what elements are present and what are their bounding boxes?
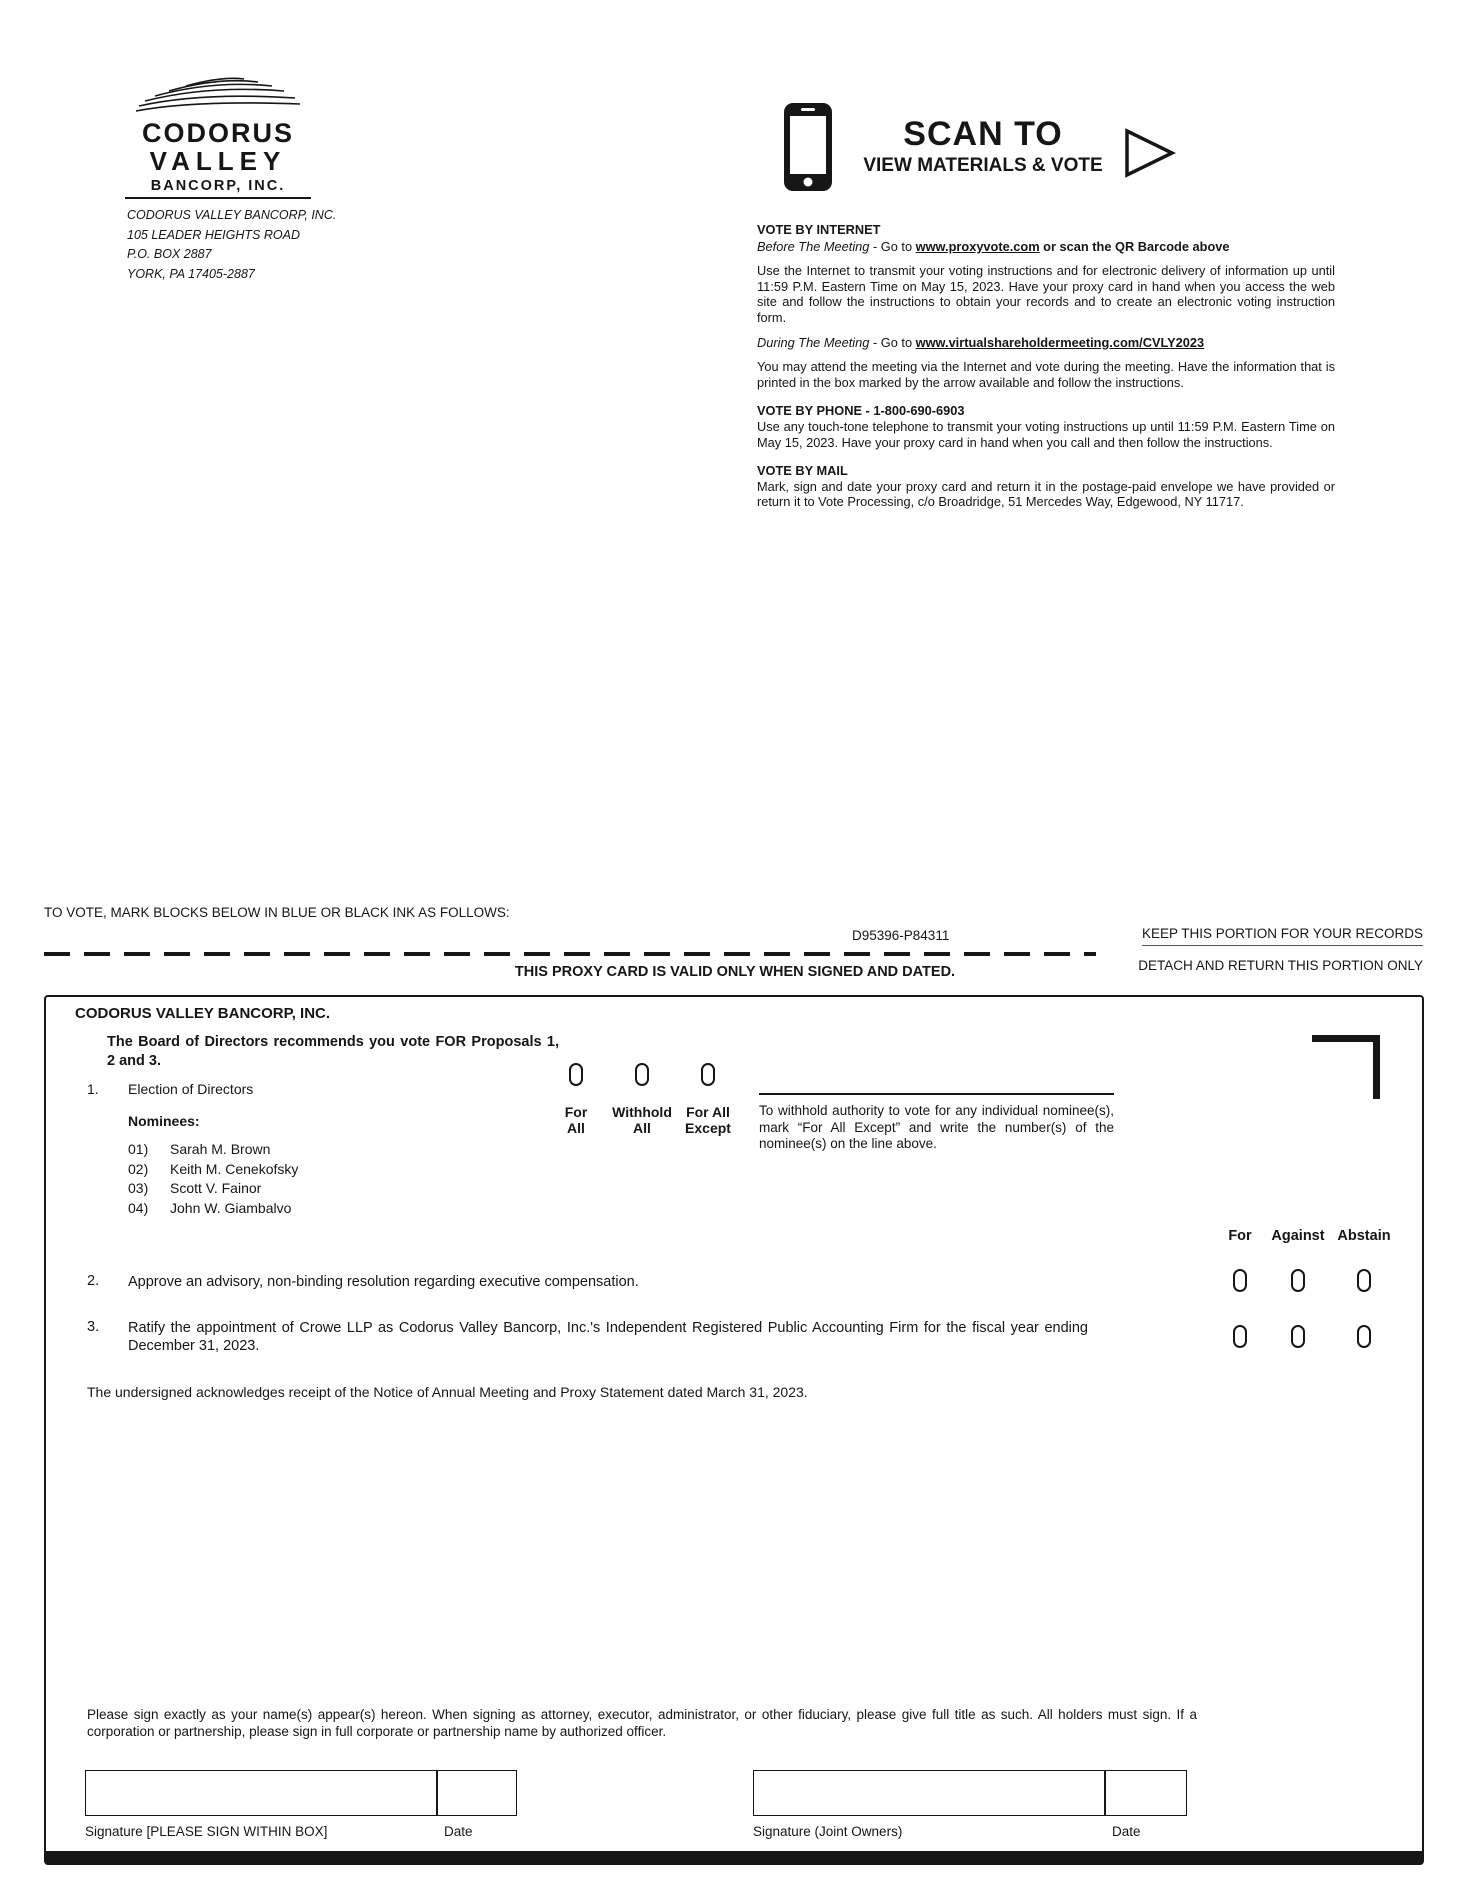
for-all-except-write-in-line[interactable]	[759, 1085, 1114, 1095]
proxyvote-link[interactable]: www.proxyvote.com	[915, 238, 1040, 254]
company-logo	[125, 76, 311, 199]
mark-blocks-instruction: TO VOTE, MARK BLOCKS BELOW IN BLUE OR BLACK INK AS FOLLOWS:	[44, 905, 510, 920]
proxy-card-box	[44, 995, 1424, 1865]
card-company-name: CODORUS VALLEY BANCORP, INC.	[75, 1005, 331, 1022]
board-recommendation: The Board of Directors recommends you vote FOR Proposals 1, 2 and 3.	[107, 1034, 559, 1069]
nominee-number: 04)	[128, 1199, 149, 1216]
keep-portion-note: KEEP THIS PORTION FOR YOUR RECORDS	[1142, 926, 1423, 946]
for-all-option	[543, 1063, 609, 1136]
option-label-line: Withhold	[612, 1104, 672, 1120]
option-label-line: For	[564, 1104, 588, 1120]
proposal-1-number: 1.	[87, 1081, 99, 1097]
corner-registration-mark	[1312, 1035, 1380, 1099]
before-meeting-label: Before The Meeting	[757, 238, 870, 254]
nominee-name: Keith M. Cenekofsky	[170, 1160, 299, 1177]
option-label-line: Except	[685, 1120, 731, 1136]
bubble-p3-against[interactable]	[1291, 1325, 1305, 1348]
date-input-box[interactable]	[437, 1770, 517, 1816]
bubble-p3-for[interactable]	[1233, 1325, 1247, 1348]
bubble-p2-against[interactable]	[1291, 1269, 1305, 1292]
nominee-name: Sarah M. Brown	[170, 1141, 271, 1157]
internet-instructions-paragraph: Use the Internet to transmit your voting instructions and for electronic delivery of information up until 11:59 P.M. Eastern Time on May 15, 2023. Have your proxy card in hand when you access the web site and follow the instructions to obtain your records and to create an electronic voting instruction form.	[757, 263, 1335, 325]
valid-when-signed-notice: THIS PROXY CARD IS VALID ONLY WHEN SIGNED AND DATED.	[514, 964, 956, 980]
proposal-2-text: Approve an advisory, non-binding resolution regarding executive compensation.	[128, 1274, 639, 1290]
logo-text-line1: CODORUS	[141, 118, 294, 148]
proposal-2-number: 2.	[87, 1273, 100, 1289]
signature-input-box[interactable]	[85, 1770, 437, 1816]
before-meeting-line	[757, 239, 1335, 255]
nominee-name: John W. Giambalvo	[170, 1199, 292, 1216]
proposal-3-number: 3.	[87, 1319, 100, 1335]
address-line: P.O. BOX 2887	[127, 247, 212, 261]
nominee-row	[128, 1179, 298, 1199]
option-label-line: All	[633, 1120, 651, 1136]
logo-text-line3: BANCORP, INC.	[125, 177, 311, 199]
proposal-2	[87, 1273, 1097, 1291]
joint-signature-label: Signature (Joint Owners)	[753, 1824, 903, 1839]
during-meeting-goto-text: - Go to	[869, 334, 916, 350]
joint-signature-input-box[interactable]	[753, 1770, 1105, 1816]
date-label: Date	[444, 1824, 473, 1839]
bubble-p2-for[interactable]	[1233, 1269, 1247, 1292]
nominee-row	[128, 1199, 298, 1219]
for-all-except-label	[685, 1104, 731, 1136]
bubble-withhold-all[interactable]	[635, 1063, 649, 1086]
address-line: CODORUS VALLEY BANCORP, INC.	[127, 208, 337, 222]
proposal-1-title: Election of Directors	[128, 1081, 254, 1097]
during-meeting-label: During The Meeting	[757, 334, 870, 350]
proposal-3	[87, 1319, 1088, 1355]
scan-banner-title: SCAN TO	[903, 115, 1063, 153]
for-column-header: For	[1228, 1228, 1252, 1244]
proposal-2-bubbles	[1212, 1269, 1400, 1297]
bubble-p3-abstain[interactable]	[1357, 1325, 1371, 1348]
address-line: YORK, PA 17405-2887	[127, 266, 255, 281]
detach-portion-note: DETACH AND RETURN THIS PORTION ONLY	[1138, 958, 1423, 973]
qr-barcode-note: or scan the QR Barcode above	[1039, 238, 1230, 254]
company-address	[127, 206, 336, 284]
smartphone-icon	[781, 100, 835, 194]
vote-by-phone-heading: VOTE BY PHONE - 1-800-690-6903	[757, 403, 965, 419]
nominee-row	[128, 1160, 298, 1180]
bubble-p2-abstain[interactable]	[1357, 1269, 1371, 1292]
virtual-meeting-link[interactable]: www.virtualshareholdermeeting.com/CVLY2023	[915, 334, 1205, 350]
vote-instructions-section	[757, 222, 1335, 519]
mail-instructions-paragraph: Mark, sign and date your proxy card and return it in the postage-paid envelope we have provided or return it to Vote Processing, c/o Broadridge, 51 Mercedes Way, Edgewood, NY 11717.	[757, 478, 1335, 510]
nominee-list	[128, 1140, 298, 1218]
logo-swoosh-icon	[132, 76, 304, 116]
nominee-number: 02)	[128, 1160, 149, 1177]
address-line: 105 LEADER HEIGHTS ROAD	[127, 227, 300, 242]
against-column-header: Against	[1271, 1228, 1325, 1244]
before-meeting-goto-text: - Go to	[869, 238, 916, 254]
phone-instructions-paragraph: Use any touch-tone telephone to transmit your voting instructions up until 11:59 P.M. Eastern Time on May 15, 2023. Have your proxy card in hand when you call and then follow the instructions.	[757, 418, 1335, 450]
during-meeting-line	[757, 335, 1335, 351]
proposal-3-bubbles	[1212, 1325, 1400, 1353]
proposal-3-text: Ratify the appointment of Crowe LLP as Codorus Valley Bancorp, Inc.'s Independent Registered Public Accounting Firm for the fiscal year ending December 31, 2023.	[128, 1320, 1088, 1354]
sign-instruction: Please sign exactly as your name(s) appear(s) hereon. When signing as attorney, executor, administrator, or other fiduciary, please give full title as such. All holders must sign. If a corporation or partnership, please sign in full corporate or partnership name by authorized officer.	[87, 1707, 1197, 1739]
receipt-acknowledgement: The undersigned acknowledges receipt of the Notice of Annual Meeting and Proxy Statement dated March 31, 2023.	[87, 1384, 808, 1400]
nominees-label: Nominees:	[128, 1113, 200, 1129]
signature-label: Signature [PLEASE SIGN WITHIN BOX]	[85, 1824, 328, 1839]
joint-date-label: Date	[1112, 1824, 1141, 1839]
nominee-number: 03)	[128, 1180, 149, 1196]
logo-text-line2: VALLEY	[149, 146, 287, 176]
arrow-right-icon	[1124, 128, 1176, 178]
nominee-row	[128, 1140, 298, 1160]
scan-banner	[852, 116, 1114, 177]
nominee-name: Scott V. Fainor	[170, 1180, 262, 1196]
for-all-label	[565, 1104, 588, 1136]
withhold-all-option	[609, 1063, 675, 1136]
nominee-number: 01)	[128, 1141, 149, 1157]
withhold-authority-note: To withhold authority to vote for any individual nominee(s), mark “For All Except” and write the number(s) of the nominee(s) on the line above.	[759, 1103, 1114, 1151]
vote-by-internet-heading: VOTE BY INTERNET	[757, 222, 881, 237]
bubble-for-all-except[interactable]	[701, 1063, 715, 1086]
vote-column-headers	[1212, 1228, 1400, 1244]
detach-perforation-line	[44, 952, 1096, 956]
abstain-column-header: Abstain	[1337, 1228, 1391, 1244]
for-all-except-option	[675, 1063, 741, 1136]
scan-banner-subtitle: VIEW MATERIALS & VOTE	[863, 155, 1103, 176]
bubble-for-all[interactable]	[569, 1063, 583, 1086]
option-label-line: All	[567, 1120, 585, 1136]
withhold-all-label	[612, 1104, 672, 1136]
control-number: D95396-P84311	[852, 928, 950, 943]
option-label-line: For All	[686, 1104, 730, 1120]
meeting-attendance-paragraph: You may attend the meeting via the Internet and vote during the meeting. Have the information that is printed in the box marked by the arrow available and follow the instructions.	[757, 359, 1335, 390]
vote-by-mail-heading: VOTE BY MAIL	[757, 463, 848, 479]
joint-date-input-box[interactable]	[1105, 1770, 1187, 1816]
proposal-1-vote-options	[543, 1063, 741, 1136]
